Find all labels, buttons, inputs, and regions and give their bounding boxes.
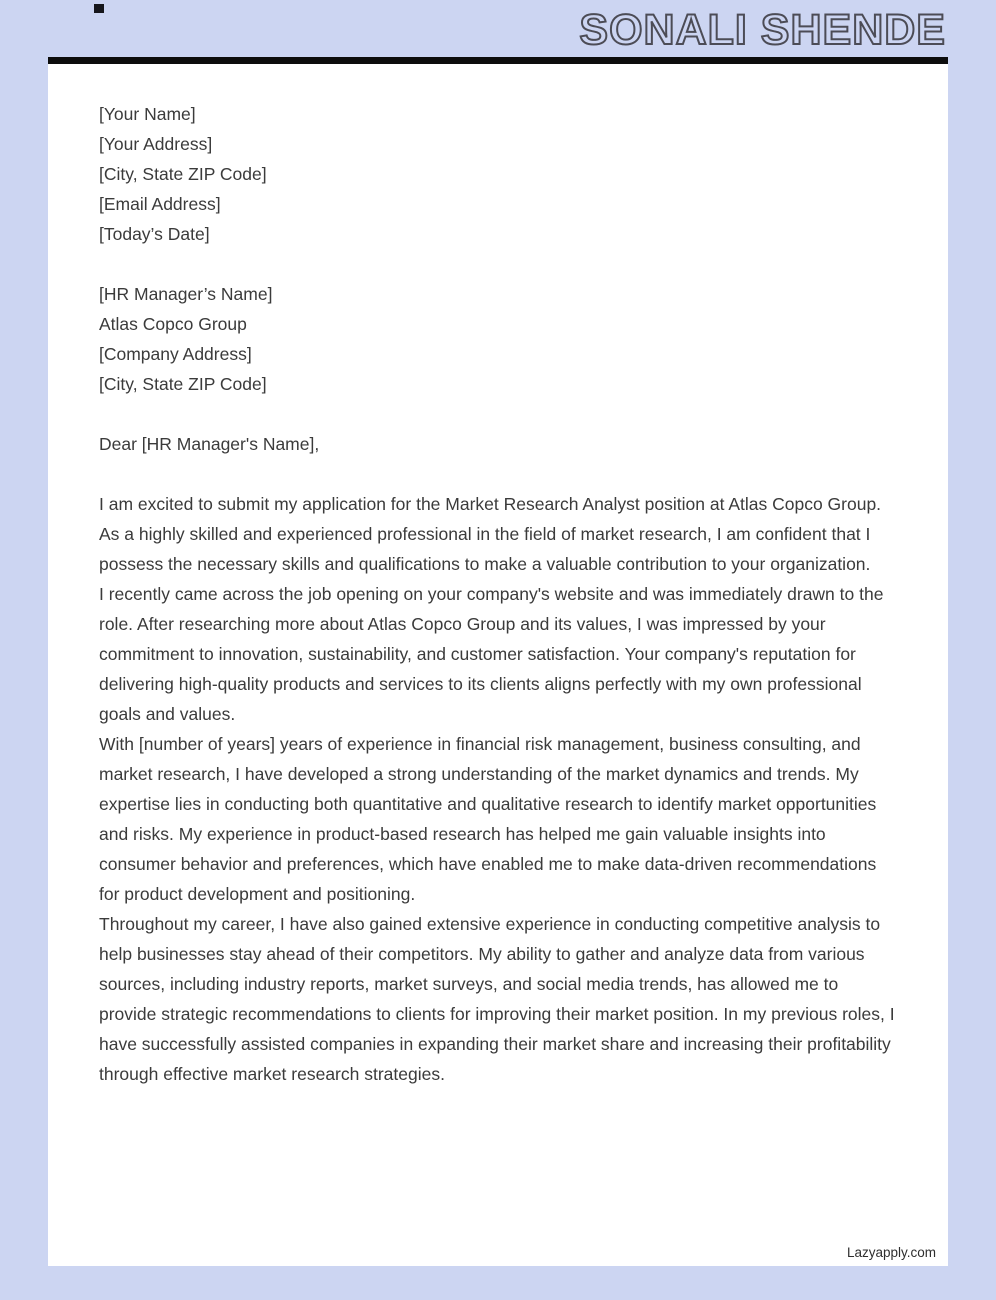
sender-city-line: [City, State ZIP Code]: [99, 164, 267, 184]
sender-address-line: [Your Address]: [99, 134, 213, 154]
salutation-block: [99, 429, 898, 459]
letter-paragraph: With [number of years] years of experience in financial risk management, business consulting, and market research, I have developed a strong understanding of the market dynamics and trends. My expertise lies in conducting both quantitative and qualitative research to identify market opportunities and risks. My experience in product-based research has helped me gain valuable insights into consumer behavior and preferences, which have enabled me to make data-driven recommendations for product development and positioning.: [99, 734, 877, 904]
recipient-block: [99, 279, 898, 399]
letter-paragraph: Throughout my career, I have also gained extensive experience in conducting competitive analysis to help businesses stay ahead of their competitors. My ability to gather and analyze data from various sources, including industry reports, market surveys, and social media trends, has allowed me to provide strategic recommendations to clients for improving their market position. In my previous roles, I have successfully assisted companies in expanding their market share and increasing their profitability through effective market research strategies.: [99, 914, 895, 1084]
page-title: SONALI SHENDE: [579, 6, 946, 54]
recipient-city-line: [City, State ZIP Code]: [99, 374, 267, 394]
watermark: Lazyapply.com: [846, 1245, 936, 1260]
letter-body: [99, 99, 898, 1089]
letter-page: [48, 57, 948, 1266]
recipient-company-line: Atlas Copco Group: [99, 314, 247, 334]
recipient-name-line: [HR Manager’s Name]: [99, 284, 273, 304]
sender-block: [99, 99, 898, 249]
letter-paragraph: I am excited to submit my application for the Market Research Analyst position at Atlas Copco Group. As a highly skilled and experienced professional in the field of market research, I am confident that I possess the necessary skills and qualifications to make a valuable contribution to your organization.: [99, 494, 882, 574]
salutation: Dear [HR Manager's Name],: [99, 434, 320, 454]
sender-name-line: [Your Name]: [99, 104, 196, 124]
letter-paragraph: I recently came across the job opening on your company's website and was immediately drawn to the role. After researching more about Atlas Copco Group and its values, I was impressed by your commitment to innovation, sustainability, and customer satisfaction. Your company's reputation for delivering high-quality products and services to its clients aligns perfectly with my own professional goals and values.: [99, 584, 884, 724]
recipient-address-line: [Company Address]: [99, 344, 252, 364]
sender-date-line: [Today’s Date]: [99, 224, 210, 244]
corner-mark: [94, 4, 104, 13]
sender-email-line: [Email Address]: [99, 194, 221, 214]
